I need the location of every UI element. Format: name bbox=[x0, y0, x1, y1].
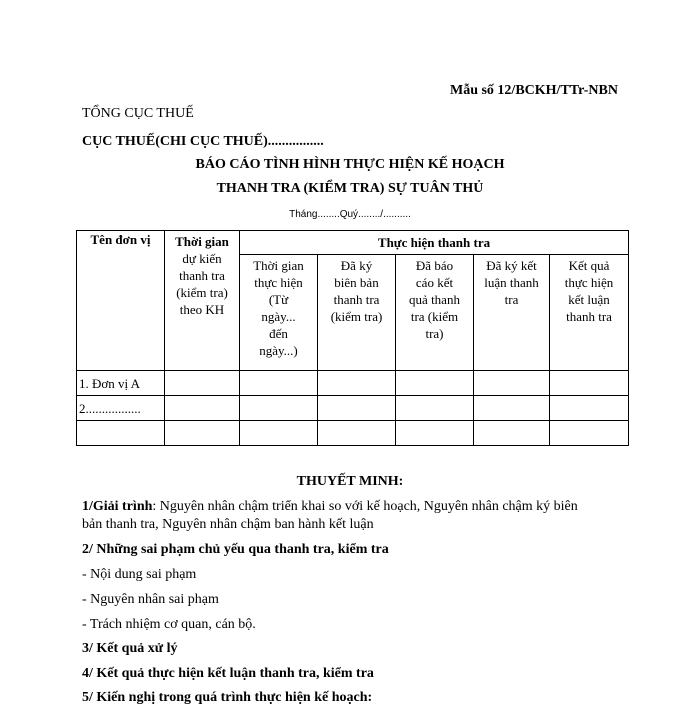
table-cell bbox=[550, 396, 629, 421]
explanation-title: THUYẾT MINH: bbox=[296, 474, 404, 489]
header-signed-conclusion bbox=[474, 255, 550, 371]
explanation-item-3: 3/ Kết quả xử lý bbox=[82, 641, 178, 656]
header-line: (kiểm tra) bbox=[330, 309, 383, 324]
table-cell bbox=[165, 421, 240, 446]
table-cell bbox=[396, 421, 474, 446]
explanation-item-1 bbox=[82, 499, 578, 515]
row-unit-name bbox=[77, 421, 165, 446]
header-conclusion-results bbox=[550, 255, 629, 371]
header-line: tra (kiểm bbox=[410, 309, 459, 324]
table-cell bbox=[474, 371, 550, 396]
row-unit-name: 1. Đơn vị A bbox=[77, 371, 165, 396]
table-row bbox=[77, 396, 629, 421]
form-code: Mẫu số 12/BCKH/TTr-NBN bbox=[449, 83, 618, 98]
header-execution-time bbox=[240, 255, 318, 371]
header-line: thanh tra bbox=[179, 268, 225, 283]
header-line: Đã ký bbox=[340, 258, 373, 273]
header-line: Đã báo bbox=[415, 258, 454, 273]
header-planned-time bbox=[165, 231, 240, 371]
table-cell bbox=[240, 421, 318, 446]
report-table bbox=[76, 230, 629, 446]
agency-name: TỔNG CỤC THUẾ bbox=[82, 106, 194, 121]
explanation-item-2: 2/ Những sai phạm chủ yếu qua thanh tra, kiểm tra bbox=[82, 542, 389, 557]
header-line: thực hiện bbox=[254, 275, 303, 290]
header-line: tra) bbox=[425, 326, 444, 341]
table-cell bbox=[396, 371, 474, 396]
header-line: thực hiện bbox=[564, 275, 614, 290]
header-line: Thời gian bbox=[253, 258, 304, 273]
header-reported-results bbox=[396, 255, 474, 371]
row-unit-name: 2................. bbox=[77, 396, 165, 421]
table-cell bbox=[550, 371, 629, 396]
explanation-item-1-cont: bản thanh tra, Nguyên nhân chậm ban hành kết luận bbox=[82, 517, 374, 532]
explanation-item-2-sub2: - Nguyên nhân sai phạm bbox=[82, 592, 219, 607]
explanation-item-2-sub3: - Trách nhiệm cơ quan, cán bộ. bbox=[82, 617, 256, 632]
explanation-item-4: 4/ Kết quả thực hiện kết luận thanh tra, kiểm tra bbox=[82, 666, 374, 681]
item-1-label: 1/Giải trình bbox=[82, 499, 153, 514]
table-cell bbox=[474, 421, 550, 446]
header-line: tra bbox=[504, 292, 519, 307]
header-signed-minutes bbox=[318, 255, 396, 371]
header-line: đến bbox=[269, 326, 288, 341]
report-period: Tháng........Quý......../.......... bbox=[289, 209, 411, 220]
table-cell bbox=[240, 371, 318, 396]
header-line: thanh tra bbox=[333, 292, 380, 307]
table-cell bbox=[318, 421, 396, 446]
header-unit-name: Tên đơn vị bbox=[77, 231, 165, 371]
table-cell bbox=[240, 396, 318, 421]
header-line: kết luận bbox=[568, 292, 610, 307]
header-line: ngày... bbox=[261, 309, 296, 324]
table-cell bbox=[165, 371, 240, 396]
report-title-line1: BÁO CÁO TÌNH HÌNH THỰC HIỆN KẾ HOẠCH bbox=[195, 157, 505, 172]
header-line: cáo kết bbox=[415, 275, 454, 290]
explanation-item-5: 5/ Kiến nghị trong quá trình thực hiện kế hoạch: bbox=[82, 690, 373, 705]
header-line: (kiểm tra) bbox=[176, 285, 228, 300]
header-inspection-group: Thực hiện thanh tra bbox=[240, 231, 629, 255]
table-row bbox=[77, 421, 629, 446]
header-line: dự kiến bbox=[182, 251, 222, 266]
table-cell bbox=[474, 396, 550, 421]
table-cell bbox=[318, 396, 396, 421]
header-line: theo KH bbox=[179, 302, 225, 317]
table-row bbox=[77, 371, 629, 396]
header-line: thanh tra bbox=[566, 309, 612, 324]
explanation-item-2-sub1: - Nội dung sai phạm bbox=[82, 567, 197, 582]
header-line: Kết quả bbox=[568, 258, 610, 273]
item-1-text: : Nguyên nhân chậm triển khai so với kế hoạch, Nguyên nhân chậm ký biên bbox=[152, 499, 578, 514]
header-line: Đã ký kết bbox=[486, 258, 537, 273]
table-cell bbox=[318, 371, 396, 396]
header-line: luận thanh bbox=[484, 275, 539, 290]
table-cell bbox=[165, 396, 240, 421]
table-cell bbox=[396, 396, 474, 421]
header-line: biên bản bbox=[334, 275, 379, 290]
sub-agency-name: CỤC THUẾ(CHI CỤC THUẾ)................ bbox=[82, 134, 324, 149]
header-line: quả thanh bbox=[409, 292, 460, 307]
table-cell bbox=[550, 421, 629, 446]
report-title-line2: THANH TRA (KIỂM TRA) SỰ TUÂN THỦ bbox=[216, 181, 484, 196]
header-line: (Từ bbox=[268, 292, 289, 307]
header-line: ngày...) bbox=[259, 343, 298, 358]
header-planned-time-title: Thời gian bbox=[175, 234, 229, 249]
